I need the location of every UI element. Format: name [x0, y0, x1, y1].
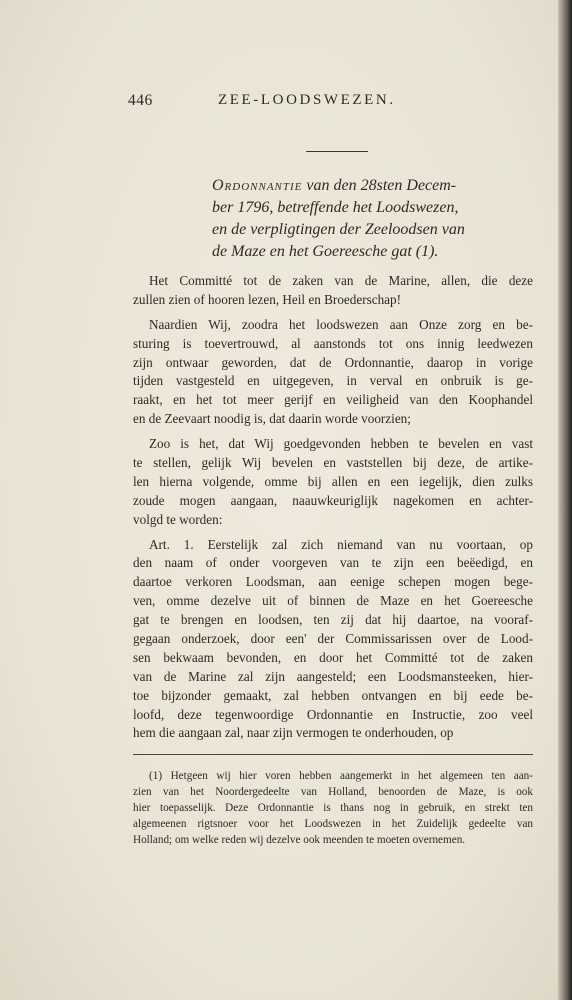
text-line: Art. 1. Eerstelijk zal zich niemand van nu voortaan, op	[149, 536, 533, 552]
text-line: Naardien Wij, zoodra het loodswezen aan Onze zorg en be-	[149, 316, 533, 332]
text-line: len hierna volgende, omme bij allen en een iegelijk, dien zulks	[133, 473, 533, 489]
text-line: toe bijzonder gemaakt, zal hebben ontvangen en bij eede be-	[133, 687, 533, 703]
page-number: 446	[128, 92, 153, 109]
text-line: zijn ontwaar geworden, dat de Ordonnantie, daarop in vorige	[133, 354, 533, 370]
footnote	[133, 768, 533, 848]
text-line: sen bekwaam bevonden, en door het Committé tot de zaken	[133, 649, 533, 665]
text-line: Het Committé tot de zaken van de Marine, allen, die deze	[149, 273, 533, 288]
title-rule	[306, 151, 368, 152]
text-line: volgd te worden:	[133, 511, 223, 527]
text-line: zullen zien of hooren lezen, Heil en Broederschap!	[133, 291, 402, 307]
book-spine-shadow	[558, 0, 572, 1000]
text-line: te stellen, gelijk Wij bevelen en vaststellen bij deze, de artike-	[133, 455, 533, 471]
text-line: loofd, deze tegenwoordige Ordonnantie en Instructie, zoo veel	[133, 706, 533, 722]
footnote-line: Holland; om welke reden wij dezelve ook meenden te moeten overnemen.	[133, 834, 466, 846]
paragraph	[133, 316, 533, 429]
text-line: ven, omme dezelve uit of binnen de Maze en het Goereesche	[133, 593, 533, 609]
text-line: raakt, en het tot meer gerijf en veiligheid van den Koophandel	[133, 392, 533, 408]
text-line: gegaan onderzoek, door een' der Commissarissen over de Lood-	[133, 631, 533, 647]
text-line: hem die aangaan zal, naar zijn vermogen te onderhouden, op	[133, 725, 454, 741]
text-line: van de Marine zal zijn aangesteld; een Loodsmansteeken, hier-	[133, 668, 533, 684]
text-line: en de Zeevaart noodig is, dat daarin worde voorzien;	[133, 411, 411, 427]
running-title: ZEE-LOODSWEZEN.	[218, 92, 396, 108]
footnote-line: zien van het Noordergedeelte van Holland, benoorden de Maze, is ook	[133, 786, 533, 798]
heading-line: ber 1796, betreffende het Loodswezen,	[212, 199, 459, 216]
text-line: sturing is toevertrouwd, al aanstonds tot ons innig leedwezen	[133, 335, 533, 351]
text-line: daartoe verkoren Loodsman, aan eenige schepen mogen bege-	[133, 574, 533, 590]
heading-line: en de verpligtingen der Zeeloodsen van	[212, 221, 465, 238]
text-line: zoude mogen aangaan, naauwkeuriglijk nagekomen en achter-	[133, 492, 533, 508]
text-line: tijden vastgesteld en uitgegeven, in verval en onbruik is ge-	[133, 373, 533, 389]
footnote-line: hier toepasselijk. Deze Ordonnantie is thans nog in gebruik, en strekt ten	[133, 802, 533, 814]
ordinance-heading	[212, 175, 532, 263]
heading-line: Ordonnantie van den 28sten Decem-	[212, 177, 457, 194]
heading-line: de Maze en het Goereesche gat (1).	[212, 243, 439, 260]
footnote-line: algemeenen rigtsnoer voor het Loodswezen in het Zuidelijk gedeelte van	[133, 818, 533, 830]
paragraph	[133, 435, 533, 529]
body-text	[133, 272, 533, 749]
footnote-line: (1) Hetgeen wij hier voren hebben aangemerkt in het algemeen ten aan-	[149, 770, 533, 782]
paragraph	[133, 536, 533, 744]
paragraph	[133, 272, 533, 310]
text-line: den naam of onder voorgeven van te zijn een beëedigd, en	[133, 555, 533, 571]
text-line: gat te brengen en loodsen, ten zij dat hij daartoe, na vooraf-	[133, 612, 533, 628]
footnote-rule	[133, 754, 533, 755]
text-line: Zoo is het, dat Wij goedgevonden hebben te bevelen en vast	[149, 436, 533, 452]
